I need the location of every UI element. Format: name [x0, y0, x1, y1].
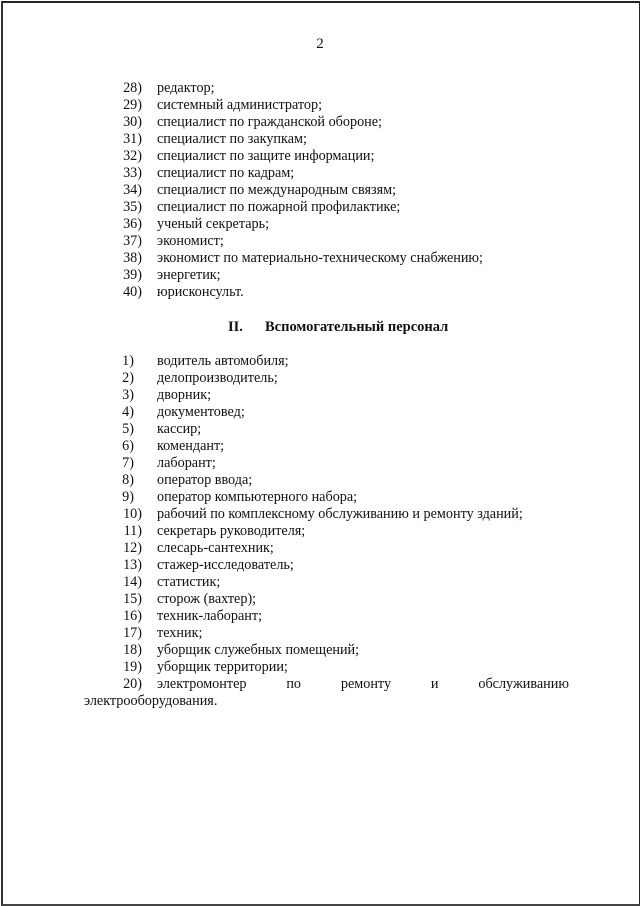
item-number: 3): [122, 387, 134, 403]
list-item-last: [0, 675, 640, 693]
item-number: 36): [123, 216, 142, 232]
item-number: 9): [122, 489, 134, 505]
word: по: [286, 676, 302, 692]
item-text: оператор компьютерного набора;: [157, 489, 358, 505]
item-text: ученый секретарь;: [157, 216, 270, 232]
item-text: оператор ввода;: [157, 472, 253, 488]
item-text: рабочий по комплексному обслуживанию и ремонту зданий;: [157, 506, 523, 522]
item-text: специалист по защите информации;: [157, 148, 375, 164]
item-number: 11): [123, 523, 142, 539]
item-text: экономист;: [157, 233, 224, 249]
item-number: 13): [123, 557, 142, 573]
item-text: лаборант;: [157, 455, 216, 471]
item-number: 35): [123, 199, 142, 215]
item-text-justified: [157, 675, 569, 693]
item-number: 30): [123, 114, 142, 130]
item-number: 16): [123, 608, 142, 624]
item-text: специалист по международным связям;: [157, 182, 397, 198]
item-number: 6): [122, 438, 134, 454]
item-text: дворник;: [157, 387, 212, 403]
item-text: специалист по пожарной профилактике;: [157, 199, 401, 215]
document-page: [1, 1, 640, 906]
item-number: 20): [123, 676, 142, 692]
item-text: энергетик;: [157, 267, 221, 283]
item-text: техник-лаборант;: [157, 608, 263, 624]
item-number: 38): [123, 250, 142, 266]
item-text: специалист по закупкам;: [157, 131, 307, 147]
item-number: 4): [122, 404, 134, 420]
item-number: 31): [123, 131, 142, 147]
item-text: статистик;: [157, 574, 221, 590]
item-number: 29): [123, 97, 142, 113]
item-text: специалист по кадрам;: [157, 165, 295, 181]
item-number: 12): [123, 540, 142, 556]
word: обслуживанию: [478, 676, 569, 692]
item-number: 2): [122, 370, 134, 386]
item-number: 5): [122, 421, 134, 437]
item-number: 34): [123, 182, 142, 198]
item-text: экономист по материально-техническому снабжению;: [157, 250, 483, 266]
item-number: 15): [123, 591, 142, 607]
section-title: Вспомогательный персонал: [265, 319, 449, 335]
item-text: сторож (вахтер);: [157, 591, 257, 607]
item-number: 19): [123, 659, 142, 675]
item-text: водитель автомобиля;: [157, 353, 289, 369]
item-number: 37): [123, 233, 142, 249]
item-number: 39): [123, 267, 142, 283]
item-text: кассир;: [157, 421, 202, 437]
item-number: 32): [123, 148, 142, 164]
item-text: стажер-исследователь;: [157, 557, 294, 573]
item-text: уборщик служебных помещений;: [157, 642, 360, 658]
item-text: слесарь-сантехник;: [157, 540, 274, 556]
section-roman-numeral: II.: [228, 319, 243, 335]
item-number: 18): [123, 642, 142, 658]
item-text: делопроизводитель;: [157, 370, 278, 386]
item-number: 10): [123, 506, 142, 522]
item-number: 8): [122, 472, 134, 488]
item-text-continuation: электрооборудования.: [84, 693, 218, 709]
item-text: комендант;: [157, 438, 225, 454]
item-number: 40): [123, 284, 142, 300]
item-number: 28): [123, 80, 142, 96]
item-number: 7): [122, 455, 134, 471]
item-text: редактор;: [157, 80, 215, 96]
item-text: секретарь руководителя;: [157, 523, 306, 539]
word: электромонтер: [157, 676, 247, 692]
item-text: специалист по гражданской обороне;: [157, 114, 382, 130]
item-number: 14): [123, 574, 142, 590]
word: и: [430, 676, 439, 692]
item-text: документовед;: [157, 404, 245, 420]
item-number: 33): [123, 165, 142, 181]
item-number: 17): [123, 625, 142, 641]
item-text: юрисконсульт.: [157, 284, 244, 300]
item-text: техник;: [157, 625, 203, 641]
item-text: системный администратор;: [157, 97, 323, 113]
item-number: 1): [122, 353, 134, 369]
page-number: 2: [316, 36, 324, 52]
word: ремонту: [340, 676, 392, 692]
item-text: уборщик территории;: [157, 659, 288, 675]
